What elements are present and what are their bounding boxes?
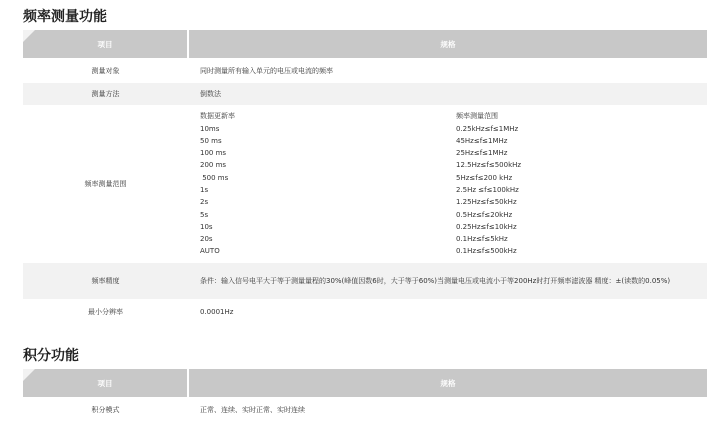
range-rate: 2s (200, 198, 209, 207)
range-freq: 0.25Hz≤f≤10kHz (456, 222, 517, 231)
row-label: 测量方法 (23, 83, 188, 105)
table-header-row (23, 369, 707, 397)
range-rate: 50 ms (200, 136, 222, 145)
table-row (23, 299, 707, 325)
row-value: 同时测量所有输入单元的电压或电流的频率 (200, 66, 333, 75)
integration-spec-table (23, 369, 707, 423)
range-freq: 5Hz≤f≤200 kHz (456, 173, 513, 182)
row-value: 0.0001Hz (200, 308, 234, 316)
range-col-header-freq-range: 频率测量范围 (456, 112, 498, 121)
range-freq: 45Hz≤f≤1MHz (456, 136, 508, 145)
row-label: 测量对象 (91, 66, 120, 75)
table-row (23, 58, 707, 83)
range-freq: 2.5Hz ≤f≤100kHz (456, 186, 519, 194)
row-value (188, 105, 707, 263)
range-freq: 0.1Hz≤f≤5kHz (456, 235, 508, 244)
accuracy-text: 条件：输入信号电平大于等于测量量程的30%(峰值因数6时，大于等于60%)当测量电压或电流小于等200Hz时打开频率滤波器 精度：±(读数的0.05%) (200, 277, 671, 285)
row-value: 正常、连续、实时正常、实时连续 (200, 406, 305, 414)
range-freq: 25Hz≤f≤1MHz (456, 149, 508, 158)
range-rate: 10s (200, 222, 213, 231)
range-col-header-update-rate: 数据更新率 (200, 112, 235, 121)
range-freq: 0.25kHz≤f≤1MHz (456, 124, 519, 133)
range-rate: AUTO (200, 247, 220, 256)
row-label: 积分模式 (91, 406, 120, 414)
range-rate: 5s (200, 210, 209, 219)
table-row (23, 263, 707, 299)
range-freq: 12.5Hz≤f≤500kHz (456, 161, 522, 170)
range-rate: 10ms (200, 124, 220, 133)
range-freq: 1.25Hz≤f≤50kHz (456, 198, 517, 207)
range-freq: 0.5Hz≤f≤20kHz (456, 210, 513, 219)
header-spec (188, 369, 707, 397)
header-item (23, 30, 188, 58)
row-value: 倒数法 (188, 83, 707, 105)
table-row (23, 397, 707, 423)
corner-decoration (23, 30, 35, 42)
header-item-label: 项目 (97, 378, 113, 388)
row-value (188, 263, 707, 299)
section-title-integration: 积分功能 (23, 348, 79, 364)
section-title-frequency: 频率测量功能 (23, 9, 107, 25)
corner-decoration (23, 369, 35, 381)
range-rate: 1s (200, 186, 209, 194)
frequency-spec-table (23, 30, 707, 325)
range-rate: 20s (200, 235, 213, 244)
range-grid (200, 107, 707, 261)
table-row (23, 83, 707, 105)
header-spec (188, 30, 707, 58)
row-label: 最小分辨率 (88, 308, 123, 316)
row-label: 频率测量范围 (84, 180, 127, 188)
range-rate: 100 ms (200, 149, 227, 158)
header-item-label: 项目 (97, 39, 113, 49)
range-rate: 200 ms (200, 161, 227, 170)
range-rate: 500 ms (200, 173, 229, 182)
row-label: 频率精度 (23, 263, 188, 299)
header-spec-label: 规格 (440, 39, 456, 49)
range-freq: 0.1Hz≤f≤500kHz (456, 247, 517, 256)
header-spec-label: 规格 (440, 378, 456, 388)
header-item (23, 369, 188, 397)
table-row (23, 105, 707, 263)
table-header-row (23, 30, 707, 58)
